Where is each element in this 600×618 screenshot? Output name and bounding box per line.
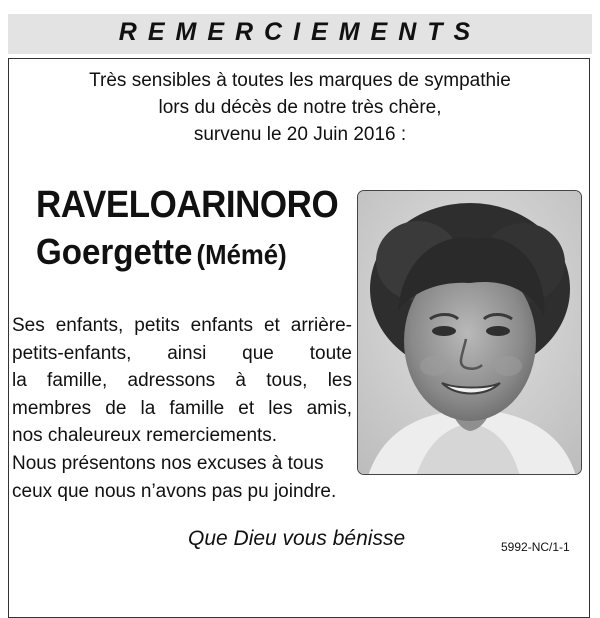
intro-line: survenu le 20 Juin 2016 : <box>193 124 407 145</box>
portrait-photo <box>357 190 582 475</box>
intro-line: Très sensibles à toutes les marques de sympathie <box>89 70 511 91</box>
message-line: nos chaleureux remerciements. <box>12 425 278 447</box>
message-line: Ses enfants, petits enfants et arrière- <box>12 315 352 336</box>
notice-title: REMERCIEMENTS <box>118 18 482 46</box>
message-line: la famille, adressons à tous, les <box>12 370 352 392</box>
closing-blessing: Que Dieu vous bénisse <box>188 527 406 550</box>
message-line: petits-enfants, ainsi que toute <box>12 342 352 364</box>
portrait-illustration <box>358 191 582 475</box>
deceased-surname: RAVELOARINORO <box>36 184 339 226</box>
intro-text <box>0 67 600 148</box>
intro-line: lors du décès de notre très chère, <box>158 97 442 118</box>
thanks-message <box>12 312 352 505</box>
message-line: Nous présentons nos excuses à tous <box>12 452 324 474</box>
deceased-given-names <box>36 231 287 273</box>
deceased-first-name: Goergette <box>36 231 193 272</box>
reference-code: 5992-NC/1-1 <box>501 540 570 554</box>
deceased-nickname: (Mémé) <box>196 239 287 270</box>
message-line: membres de la famille et les amis, <box>12 397 352 419</box>
message-line: ceux que nous n’avons pas pu joindre. <box>12 480 337 502</box>
